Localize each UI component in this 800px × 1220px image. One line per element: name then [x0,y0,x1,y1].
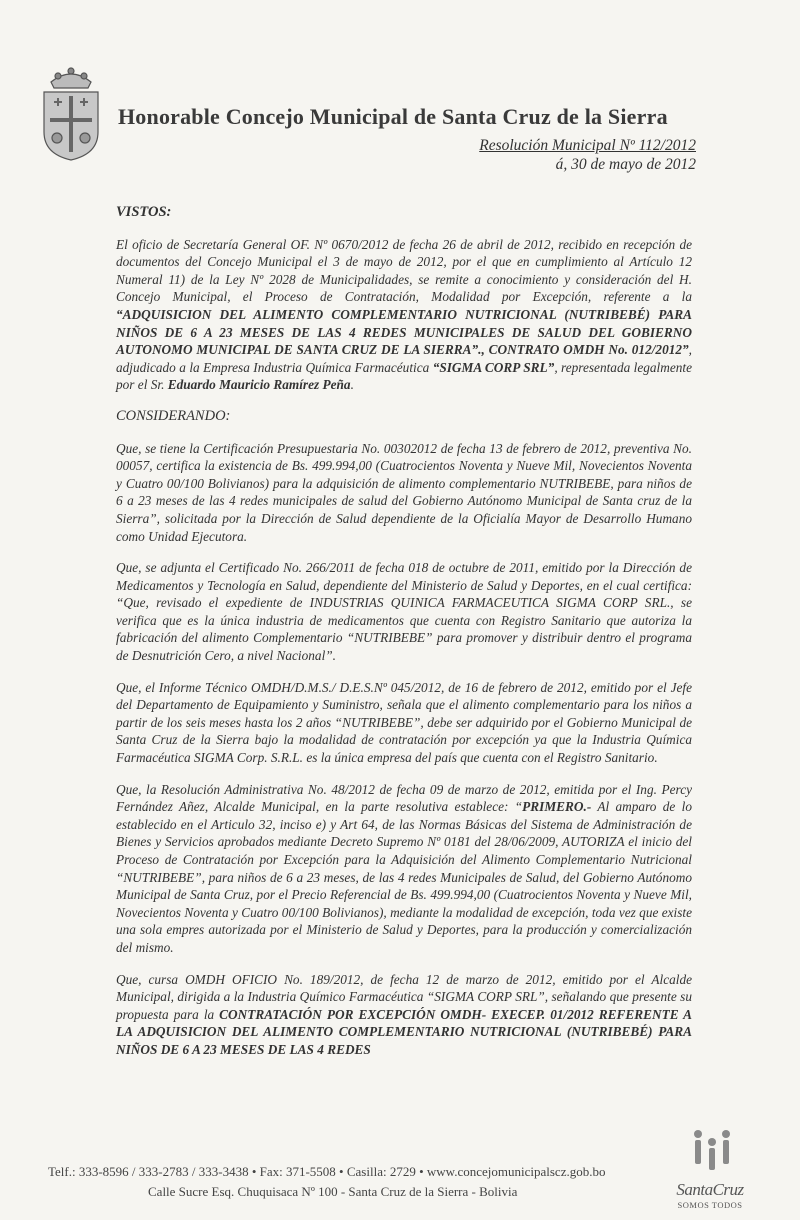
vistos-text-2: , adjudicado a la Empresa Industria Química Farmacéutica [116,342,692,375]
coat-of-arms-icon [36,62,106,162]
considerando-paragraph-2: Que, se adjunta el Certificado No. 266/2011 de fecha 018 de octubre de 2011, emitido por la Dirección de Medicamentos y Tecnología en Salud, dependiente del Ministerio de Salud y Deportes, en el cual certifica: “Que, revisado el expediente de INDUSTRIAS QUINICA FARMACEUTICA SIGMA CORP SRL., se verifica que es la única industria de medicamentos que cuenta con Registro Sanitario que autoriza la fabricación del alimento Complementario “NUTRIBEBE” para promover y distribuir dentro el programa de Desnutrición Cero, a nivel Nacional”. [116,560,692,664]
vistos-paragraph [116,236,692,394]
footer [48,1162,648,1202]
representative-name: Eduardo Mauricio Ramírez Peña [167,377,351,393]
contract-title: “ADQUISICION DEL ALIMENTO COMPLEMENTARIO NUTRICIONAL (NUTRIBEBÉ) PARA NIÑOS DE 6 A 23 MESES DE LAS 4 REDES MUNICIPALES DE SALUD DEL GOBIERNO AUTONOMO MUNICIPAL DE SANTA CRUZ DE LA SIERRA”., CONTRATO OMDH No. 012/2012” [116,306,692,358]
logo-subtitle: SOMOS TODOS [677,1200,743,1210]
resolution-date: á, 30 de mayo de 2012 [555,156,696,173]
vistos-text-4: . [350,377,354,393]
para5-text-1: Que, cursa OMDH OFICIO No. 189/2012, de fecha 12 de marzo de 2012, emitido por el Alcalde Municipal, dirigida a la Industria Químico Farmacéutica “SIGMA CORP SRL”, señalando que presente su propuesta para la [116,971,692,1022]
vistos-heading: VISTOS: [116,204,172,220]
considerando-paragraph-4 [116,781,692,957]
company-name: “SIGMA CORP SRL” [432,359,555,375]
logo-title: SantaCruz [676,1180,744,1199]
vistos-text-3: , representada legalmente por el Sr. [116,359,692,393]
document-body [116,204,692,1073]
para5-bold: CONTRATACIÓN POR EXCEPCIÓN OMDH- EXECEP. 01/2012 REFERENTE A LA ADQUISICION DEL ALIMENTO COMPLEMENTARIO NUTRICIONAL (NUTRIBEBÉ) PARA NIÑOS DE 6 A 23 MESES DE LAS 4 REDES [116,1006,692,1057]
resolution-header [479,136,696,174]
considerando-heading: CONSIDERANDO: [116,407,231,424]
footer-contact: Telf.: 333-8596 / 333-2783 / 333-3438 • Fax: 371-5508 • Casilla: 2729 • www.concejomunicipalscz.gob.bo [48,1164,606,1179]
resolution-number: Resolución Municipal Nº 112/2012 [479,137,696,154]
considerando-paragraph-3: Que, el Informe Técnico OMDH/D.M.S./ D.E.S.Nº 045/2012, de 16 de febrero de 2012, emitido por el Jefe del Departamento de Equipamiento y Suministro, señala que el alimento complementario para los niños a partir de los seis meses hasta los 2 años “NUTRIBEBE”, debe ser adquirido por el Gobierno Municipal de Santa Cruz de la Sierra bajo la modalidad de contratación por excepción ya que la Industria Química Farmacéutica SIGMA Corp. S.R.L. es la única empresa del país que cuenta con el Registro Sanitario. [116,679,692,766]
organization-name: Honorable Concejo Municipal de Santa Cruz de la Sierra [118,104,668,129]
para4-text-1: Que, la Resolución Administrativa No. 48/2012 de fecha 09 de marzo de 2012, emitida por el Ing. Percy Fernández Añez, Alcalde Municipal, en la parte resolutiva establece: “ [116,781,692,815]
people-figures-icon [690,1124,734,1180]
footer-address: Calle Sucre Esq. Chuquisaca Nº 100 - Santa Cruz de la Sierra - Bolivia [148,1184,518,1199]
vistos-text-1: El oficio de Secretaría General OF. Nº 0670/2012 de fecha 26 de abril de 2012, recibido en recepción de documentos del Concejo Municipal el 3 de mayo de 2012, por el que en cumplimiento al Artículo 12 Numeral 11) de la Ley Nº 2028 de Municipalidades, se remite a conocimiento y consideración del H. Concejo Municipal, el Proceso de Contratación, Modalidad por Excepción, referente a la [116,236,692,305]
considerando-paragraph-1: Que, se tiene la Certificación Presupuestaria No. 00302012 de fecha 13 de febrero de 2012, preventiva No. 00057, certifica la existencia de Bs. 499.994,00 (Cuatrocientos Noventa y Nueve Mil, Novecientos Noventa y Cuatro 00/100 Bolivianos) para la adquisición de alimento complementario NUTRIBEBE, para niños de 6 a 23 meses de las 4 redes municipales de salud del Gobierno Autónomo Municipal de Santa cruz de la Sierra”, solicitada por la Dirección de Salud dependiente de la Oficialía Mayor de Desarrollo Humano como Unidad Ejecutora. [116,440,692,544]
para4-text-2: Al amparo de lo establecido en el Articulo 32, inciso e) y Art 64, de las Normas Básicas del Sistema de Administración de Bienes y Servicios aprobados mediante Decreto Supremo Nº 0181 del 28/06/2009, AUTORIZA el inicio del Proceso de Contratación por Excepción para la Adquisición del Alimento Complementario Nutricional “NUTRIBEBE”, para niños de 6 a 23 meses, de las 4 redes Municipales de Salud, del Gobierno Autónomo Municipal de Santa Cruz, por el Precio Referencial de Bs. 499.994,00 (Cuatrocientos Noventa y Nueve Mil, Novecientos Noventa y Cuatro 00/100 Bolivianos), mediante la modalidad de excepción, toda vez que existe una sola empres autorizada por el Ministerio de Salud y Deportes, para la producción y comercialización del mismo. [116,799,692,955]
considerando-paragraph-5 [116,971,692,1059]
santa-cruz-logo [650,1124,770,1214]
para4-bold: PRIMERO.- [522,799,592,815]
